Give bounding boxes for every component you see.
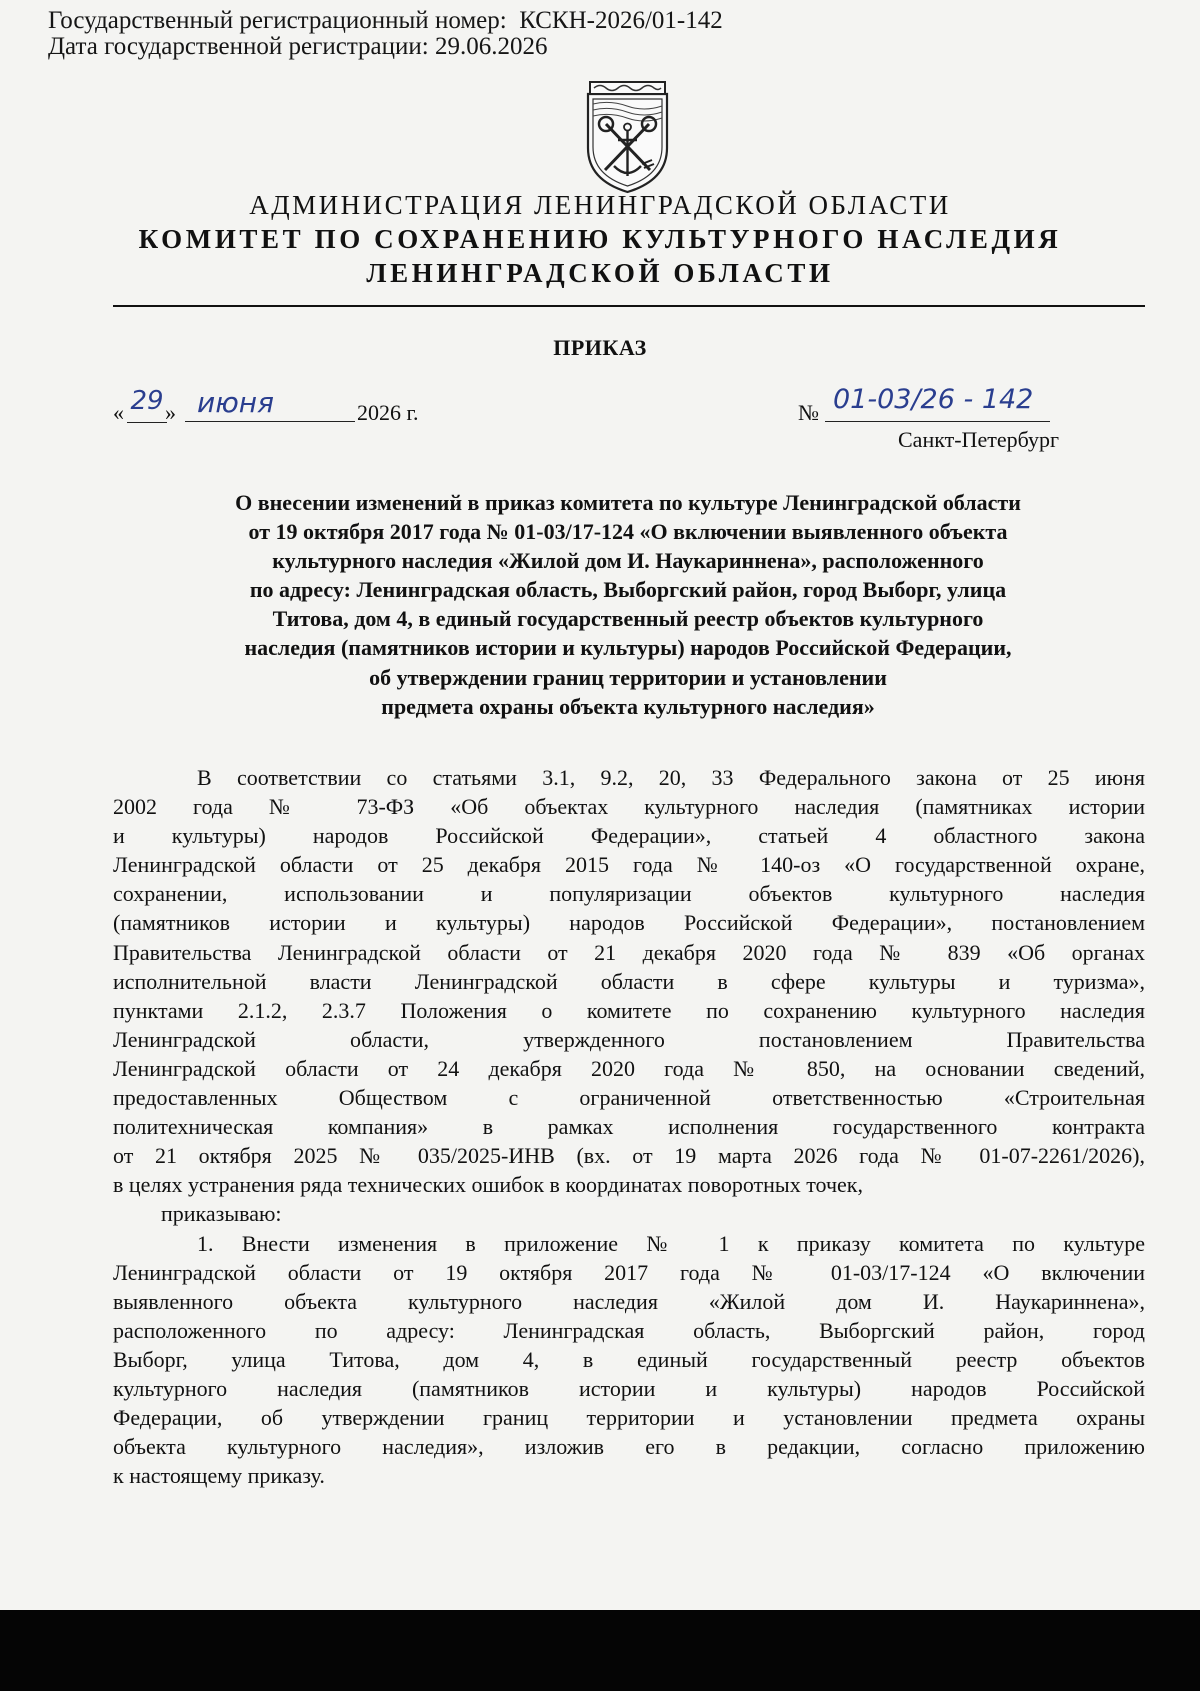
order-subject (120, 488, 1136, 721)
preamble-line: Ленинградской области, утвержденного постановлением Правительства (113, 1026, 1145, 1052)
order-title: ПРИКАЗ (553, 335, 647, 360)
scan-bottom-border (0, 1610, 1200, 1691)
order-number-sign: № (798, 400, 819, 425)
preamble-line: Правительства Ленинградской области от 21 декабря 2020 года № 839 «Об органах (113, 939, 1145, 965)
committee-heading-line2: ЛЕНИНГРАДСКОЙ ОБЛАСТИ (366, 258, 834, 288)
preamble-line: в целях устранения ряда технических ошибок в координатах поворотных точек, (113, 1172, 863, 1198)
registration-number: Государственный регистрационный номер: КСКН-2026/01-142 (48, 7, 723, 34)
item1-line: Выборг, улица Титова, дом 4, в единый государственный реестр объектов (113, 1346, 1145, 1372)
subject-line: об утверждении границ территории и установлении (369, 664, 887, 690)
preamble-line: исполнительной власти Ленинградской области в сфере культуры и туризма», (113, 968, 1145, 994)
order-city: Санкт-Петербург (898, 427, 1059, 452)
order-body (113, 763, 1145, 1490)
subject-line: наследия (памятников истории и культуры) народов Российской Федерации, (244, 635, 1012, 661)
preamble-line: пунктами 2.1.2, 2.3.7 Положения о комитете по сохранению культурного наследия (113, 997, 1145, 1023)
item1-line: Федерации, об утверждении границ территории и установлении предмета охраны (113, 1405, 1145, 1431)
preamble-line: сохранении, использовании и популяризации объектов культурного наследия (113, 881, 1145, 907)
preamble-line: политехническая компания» в рамках исполнения государственного контракта (113, 1114, 1145, 1140)
preamble-line: Ленинградской области от 25 декабря 2015 года № 140-оз «О государственной охране, (113, 852, 1145, 878)
subject-line: О внесении изменений в приказ комитета по культуре Ленинградской области (235, 490, 1021, 515)
header-divider (113, 305, 1145, 307)
date-quote-open: « (113, 400, 124, 425)
order-day-handwritten: 29 (127, 386, 167, 423)
item1-line: расположенного по адресу: Ленинградская область, Выборгский район, город (113, 1317, 1145, 1343)
order-month-handwritten: июня (185, 386, 355, 422)
order-year: 2026 г. (357, 400, 419, 425)
preamble-line: (памятников истории и культуры) народов Российской Федерации», постановлением (113, 910, 1145, 936)
committee-heading (0, 222, 1200, 290)
preamble-line: и культуры) народов Российской Федерации», статьей 4 областного закона (113, 823, 1145, 849)
item1-line: культурного наследия (памятников истории и культуры) народов Российской (113, 1375, 1145, 1401)
date-quote-close: » (165, 400, 176, 425)
order-word: приказываю: (161, 1201, 282, 1227)
subject-line: по адресу: Ленинградская область, Выборгский район, город Выборг, улица (249, 577, 1007, 603)
preamble-line: В соответствии со статьями 3.1, 9.2, 20, 33 Федерального закона от 25 июня (197, 765, 1145, 790)
subject-line: культурного наследия «Жилой дом И. Наукариннена», расположенного (272, 548, 984, 574)
subject-line: от 19 октября 2017 года № 01-03/17-124 «О включении выявленного объекта (248, 519, 1008, 545)
subject-line: предмета охраны объекта культурного наследия» (381, 693, 875, 719)
preamble-line: 2002 года № 73-ФЗ «Об объектах культурного наследия (памятниках истории (113, 794, 1145, 820)
order-number-handwritten: 01-03/26 - 142 (825, 384, 1050, 422)
preamble-line: Ленинградской области от 24 декабря 2020 года № 850, на основании сведений, (113, 1055, 1145, 1081)
preamble-line: от 21 октября 2025 № 035/2025-ИНВ (вх. от 19 марта 2026 года № 01-07-2261/2026), (113, 1143, 1145, 1169)
item1-line: 1. Внести изменения в приложение № 1 к приказу комитета по культуре (197, 1230, 1145, 1256)
item1-line: объекта культурного наследия», изложив его в редакции, согласно приложению (113, 1434, 1145, 1460)
item1-line: выявленного объекта культурного наследия «Жилой дом И. Наукариннена», (113, 1288, 1145, 1314)
leningrad-oblast-coat-of-arms-icon (580, 80, 675, 195)
item1-line: к настоящему приказу. (113, 1463, 325, 1489)
subject-line: Титова, дом 4, в единый государственный реестр объектов культурного (272, 606, 984, 632)
administration-heading: АДМИНИСТРАЦИЯ ЛЕНИНГРАДСКОЙ ОБЛАСТИ (249, 190, 951, 220)
committee-heading-line1: КОМИТЕТ ПО СОХРАНЕНИЮ КУЛЬТУРНОГО НАСЛЕДИЯ (138, 224, 1062, 254)
registration-stamp (48, 8, 723, 60)
item1-line: Ленинградской области от 19 октября 2017 года № 01-03/17-124 «О включении (113, 1259, 1145, 1285)
preamble-line: предоставленных Обществом с ограниченной ответственностью «Строительная (113, 1085, 1145, 1111)
registration-date: Дата государственной регистрации: 29.06.2026 (48, 33, 548, 60)
